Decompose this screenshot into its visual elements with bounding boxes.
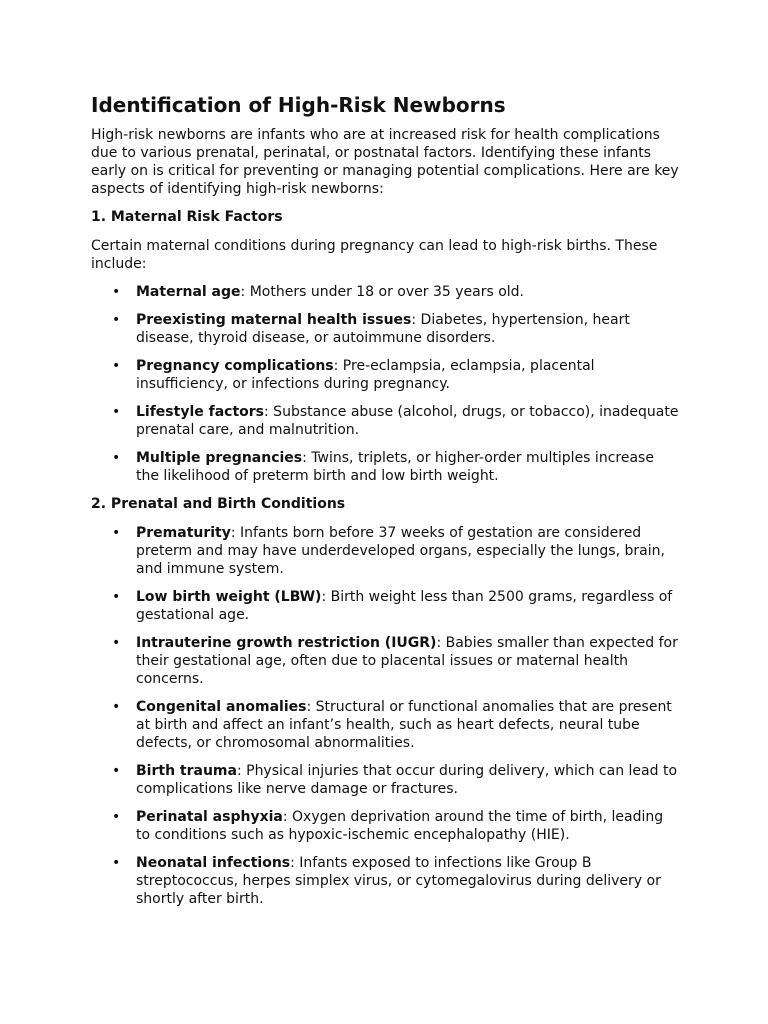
bullet-icon: • (112, 635, 121, 651)
bullet-icon: • (112, 404, 121, 420)
bullet-icon: • (112, 450, 121, 466)
section-heading: 2. Prenatal and Birth Conditions (91, 496, 346, 512)
bullet-list (91, 283, 681, 485)
item-text: : Infants exposed to infections like Group B streptococcus, herpes simplex virus, or cytomegalovirus during delivery or shortly after birth. (136, 855, 661, 907)
bullet-icon: • (112, 312, 121, 328)
item-term: Neonatal infections (136, 855, 291, 871)
list-item (91, 283, 681, 301)
list-item (91, 311, 681, 347)
item-term: Congenital anomalies (136, 699, 307, 715)
item-text: : Diabetes, hypertension, heart disease, thyroid disease, or autoimmune disorders. (136, 312, 630, 346)
item-term: Lifestyle factors (136, 404, 265, 420)
item-text: : Infants born before 37 weeks of gestation are considered preterm and may have underdeveloped organs, especially the lungs, brain, and immune system. (136, 525, 665, 577)
item-term: Prematurity (136, 525, 231, 541)
section-prenatal-birth-conditions (91, 495, 681, 908)
bullet-icon: • (112, 855, 121, 871)
item-term: Birth trauma (136, 763, 237, 779)
bullet-list (91, 524, 681, 908)
bullet-icon: • (112, 589, 121, 605)
item-text: : Pre-eclampsia, eclampsia, placental insufficiency, or infections during pregnancy. (136, 358, 595, 392)
list-item (91, 588, 681, 624)
item-text: : Oxygen deprivation around the time of birth, leading to conditions such as hypoxic-ischemic encephalopathy (HIE). (136, 809, 664, 843)
item-text: : Substance abuse (alcohol, drugs, or tobacco), inadequate prenatal care, and malnutrition. (136, 404, 679, 438)
item-term: Perinatal asphyxia (136, 809, 283, 825)
list-item (91, 762, 681, 798)
item-text: : Babies smaller than expected for their gestational age, often due to placental issues or maternal health concerns. (136, 635, 678, 687)
item-text: : Birth weight less than 2500 grams, regardless of gestational age. (136, 589, 673, 623)
intro-paragraph: High-risk newborns are infants who are at increased risk for health complications due to various prenatal, perinatal, or postnatal factors. Identifying these infants early on is critical for preventing or managing potential complications. Here are key aspects of identifying high-risk newborns: (91, 127, 679, 197)
item-term: Maternal age (136, 284, 241, 300)
list-item (91, 808, 681, 844)
item-term: Intrauterine growth restriction (IUGR) (136, 635, 437, 651)
document-body (91, 92, 681, 918)
item-text: : Twins, triplets, or higher-order multiples increase the likelihood of preterm birth and low birth weight. (136, 450, 654, 484)
item-text: : Mothers under 18 or over 35 years old. (240, 284, 525, 300)
item-term: Low birth weight (LBW) (136, 589, 322, 605)
bullet-icon: • (112, 699, 121, 715)
page-title: Identification of High-Risk Newborns (91, 93, 506, 117)
list-item (91, 403, 681, 439)
bullet-icon: • (112, 809, 121, 825)
list-item (91, 449, 681, 485)
bullet-icon: • (112, 284, 121, 300)
bullet-icon: • (112, 358, 121, 374)
list-item (91, 357, 681, 393)
item-text: : Structural or functional anomalies that are present at birth and affect an infant’s health, such as heart defects, neural tube defects, or chromosomal abnormalities. (136, 699, 672, 751)
list-item (91, 854, 681, 908)
list-item (91, 698, 681, 752)
bullet-icon: • (112, 525, 121, 541)
item-text: : Physical injuries that occur during delivery, which can lead to complications like nerve damage or fractures. (136, 763, 678, 797)
section-maternal-risk-factors (91, 208, 681, 485)
section-intro: Certain maternal conditions during pregnancy can lead to high-risk births. These include: (91, 238, 658, 272)
item-term: Multiple pregnancies (136, 450, 303, 466)
item-term: Pregnancy complications (136, 358, 334, 374)
list-item (91, 634, 681, 688)
section-heading: 1. Maternal Risk Factors (91, 209, 283, 225)
bullet-icon: • (112, 763, 121, 779)
item-term: Preexisting maternal health issues (136, 312, 412, 328)
list-item (91, 524, 681, 578)
